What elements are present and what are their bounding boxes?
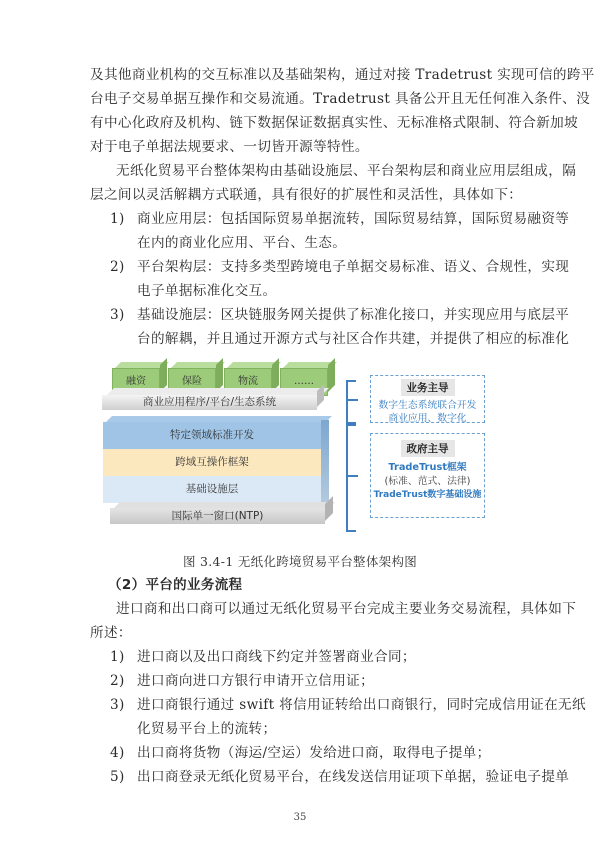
tradetrust-framework-detail: (标准、范式、法律) [384,476,471,487]
list-text: 出口商登录无纸化贸易平台，在线发送信用证项下单据，验证电子提单 [137,769,570,785]
business-led-title: 业务主导 [401,379,455,396]
list-item [110,741,530,765]
list-item-continuation: 在内的商业化应用、平台、生态。 [137,235,347,251]
list-item [110,255,570,279]
list-item [110,303,570,327]
list-text: 基础设施层：区块链服务网关提供了标准化接口，并实现应用与底层平 [137,307,570,323]
cube-logistics: 物流 [224,368,272,396]
paragraph-line: 进口商和出口商可以通过无纸化贸易平台完成主要业务交易流程，具体如下 [116,601,577,617]
list-number: 3) [110,307,125,323]
layer-infrastructure: 基础设施层 [103,476,321,503]
paragraph-line: 层之间以灵活解耦方式联通，具有很好的扩展性和灵活性，具体如下： [90,187,523,203]
architecture-diagram [100,360,500,535]
list-number: 1) [110,211,125,227]
business-led-box [370,375,485,423]
government-led-box [370,433,485,518]
business-led-line: 商业应用、数字化 [388,413,467,424]
list-item [110,669,530,693]
tradetrust-framework: TradeTrust框架 [388,462,467,473]
page-number: 35 [293,812,307,823]
bracket-government-tick [348,475,358,477]
figure-caption: 图 3.4-1 无纸化跨境贸易平台整体架构图 [182,554,418,569]
list-item-continuation: 化贸易平台上的流转； [137,721,277,737]
list-text: 出口商将货物（海运/空运）发给进口商，取得电子提单； [137,745,491,761]
cube-more: …… [280,368,328,396]
list-item [110,645,530,669]
list-text: 进口商银行通过 swift 将信用证转给出口商银行，同时完成信用证在无纸 [137,697,586,713]
bracket-business [346,380,356,424]
list-number: 2) [110,259,125,275]
list-item-continuation: 电子单据标准化交互。 [137,283,277,299]
list-number: 4) [110,745,125,761]
paragraph-line: 有中心化政府及机构、链下数据保证数据真实性、无标准格式限制、符合新加坡 [90,115,579,131]
list-item [110,693,586,717]
paragraph-line: 对于电子单据法规要求、一切皆开源等特性。 [90,139,369,155]
business-led-line: 数字生态系统联合开发 [378,400,477,411]
paragraph-line: 及其他商业机构的交互标准以及基础架构，通过对接 Tradetrust 实现可信的跨平 [90,67,595,83]
platform-layer-stack [103,422,321,503]
list-item [110,207,570,231]
list-number: 1) [110,649,125,665]
national-trade-platform-base: 国际单一窗口(NTP) [110,508,325,524]
list-item-continuation: 台的解耦，并且通过开源方式与社区合作共建，并提供了相应的标准化 [137,331,570,347]
business-app-platform: 商业应用程序/平台/生态系统 [102,395,317,410]
list-number: 2) [110,673,125,689]
list-item [110,765,570,789]
paragraph-line: 无纸化贸易平台整体架构由基础设施层、平台架构层和商业应用层组成，隔 [116,163,577,179]
cube-insurance: 保险 [168,368,216,396]
government-led-title: 政府主导 [401,440,455,457]
tradetrust-infrastructure: TradeTrust数字基础设施 [373,490,482,500]
bracket-government [346,424,356,532]
list-text: 商业应用层：包括国际贸易单据流转，国际贸易结算，国际贸易融资等 [137,211,570,227]
layer-domain-standards: 特定领域标准开发 [103,422,321,449]
list-number: 3) [110,697,125,713]
paragraph-line: 所述： [90,625,132,641]
bracket-business-tick [348,399,358,401]
list-text: 进口商向进口方银行申请开立信用证； [137,673,375,689]
layer-interop-framework: 跨域互操作框架 [103,449,321,476]
list-number: 5) [110,769,125,785]
cube-financing: 融资 [112,368,160,396]
stack-side-face [321,420,329,504]
paragraph-line: 台电子交易单据互操作和交易流通。Tradetrust 具备公开且无任何准入条件、没 [90,91,591,107]
section-heading: （2）平台的业务流程 [108,577,243,593]
list-text: 进口商以及出口商线下约定并签署商业合同； [137,649,416,665]
list-text: 平台架构层：支持多类型跨境电子单据交易标准、语义、合规性，实现 [137,259,570,275]
